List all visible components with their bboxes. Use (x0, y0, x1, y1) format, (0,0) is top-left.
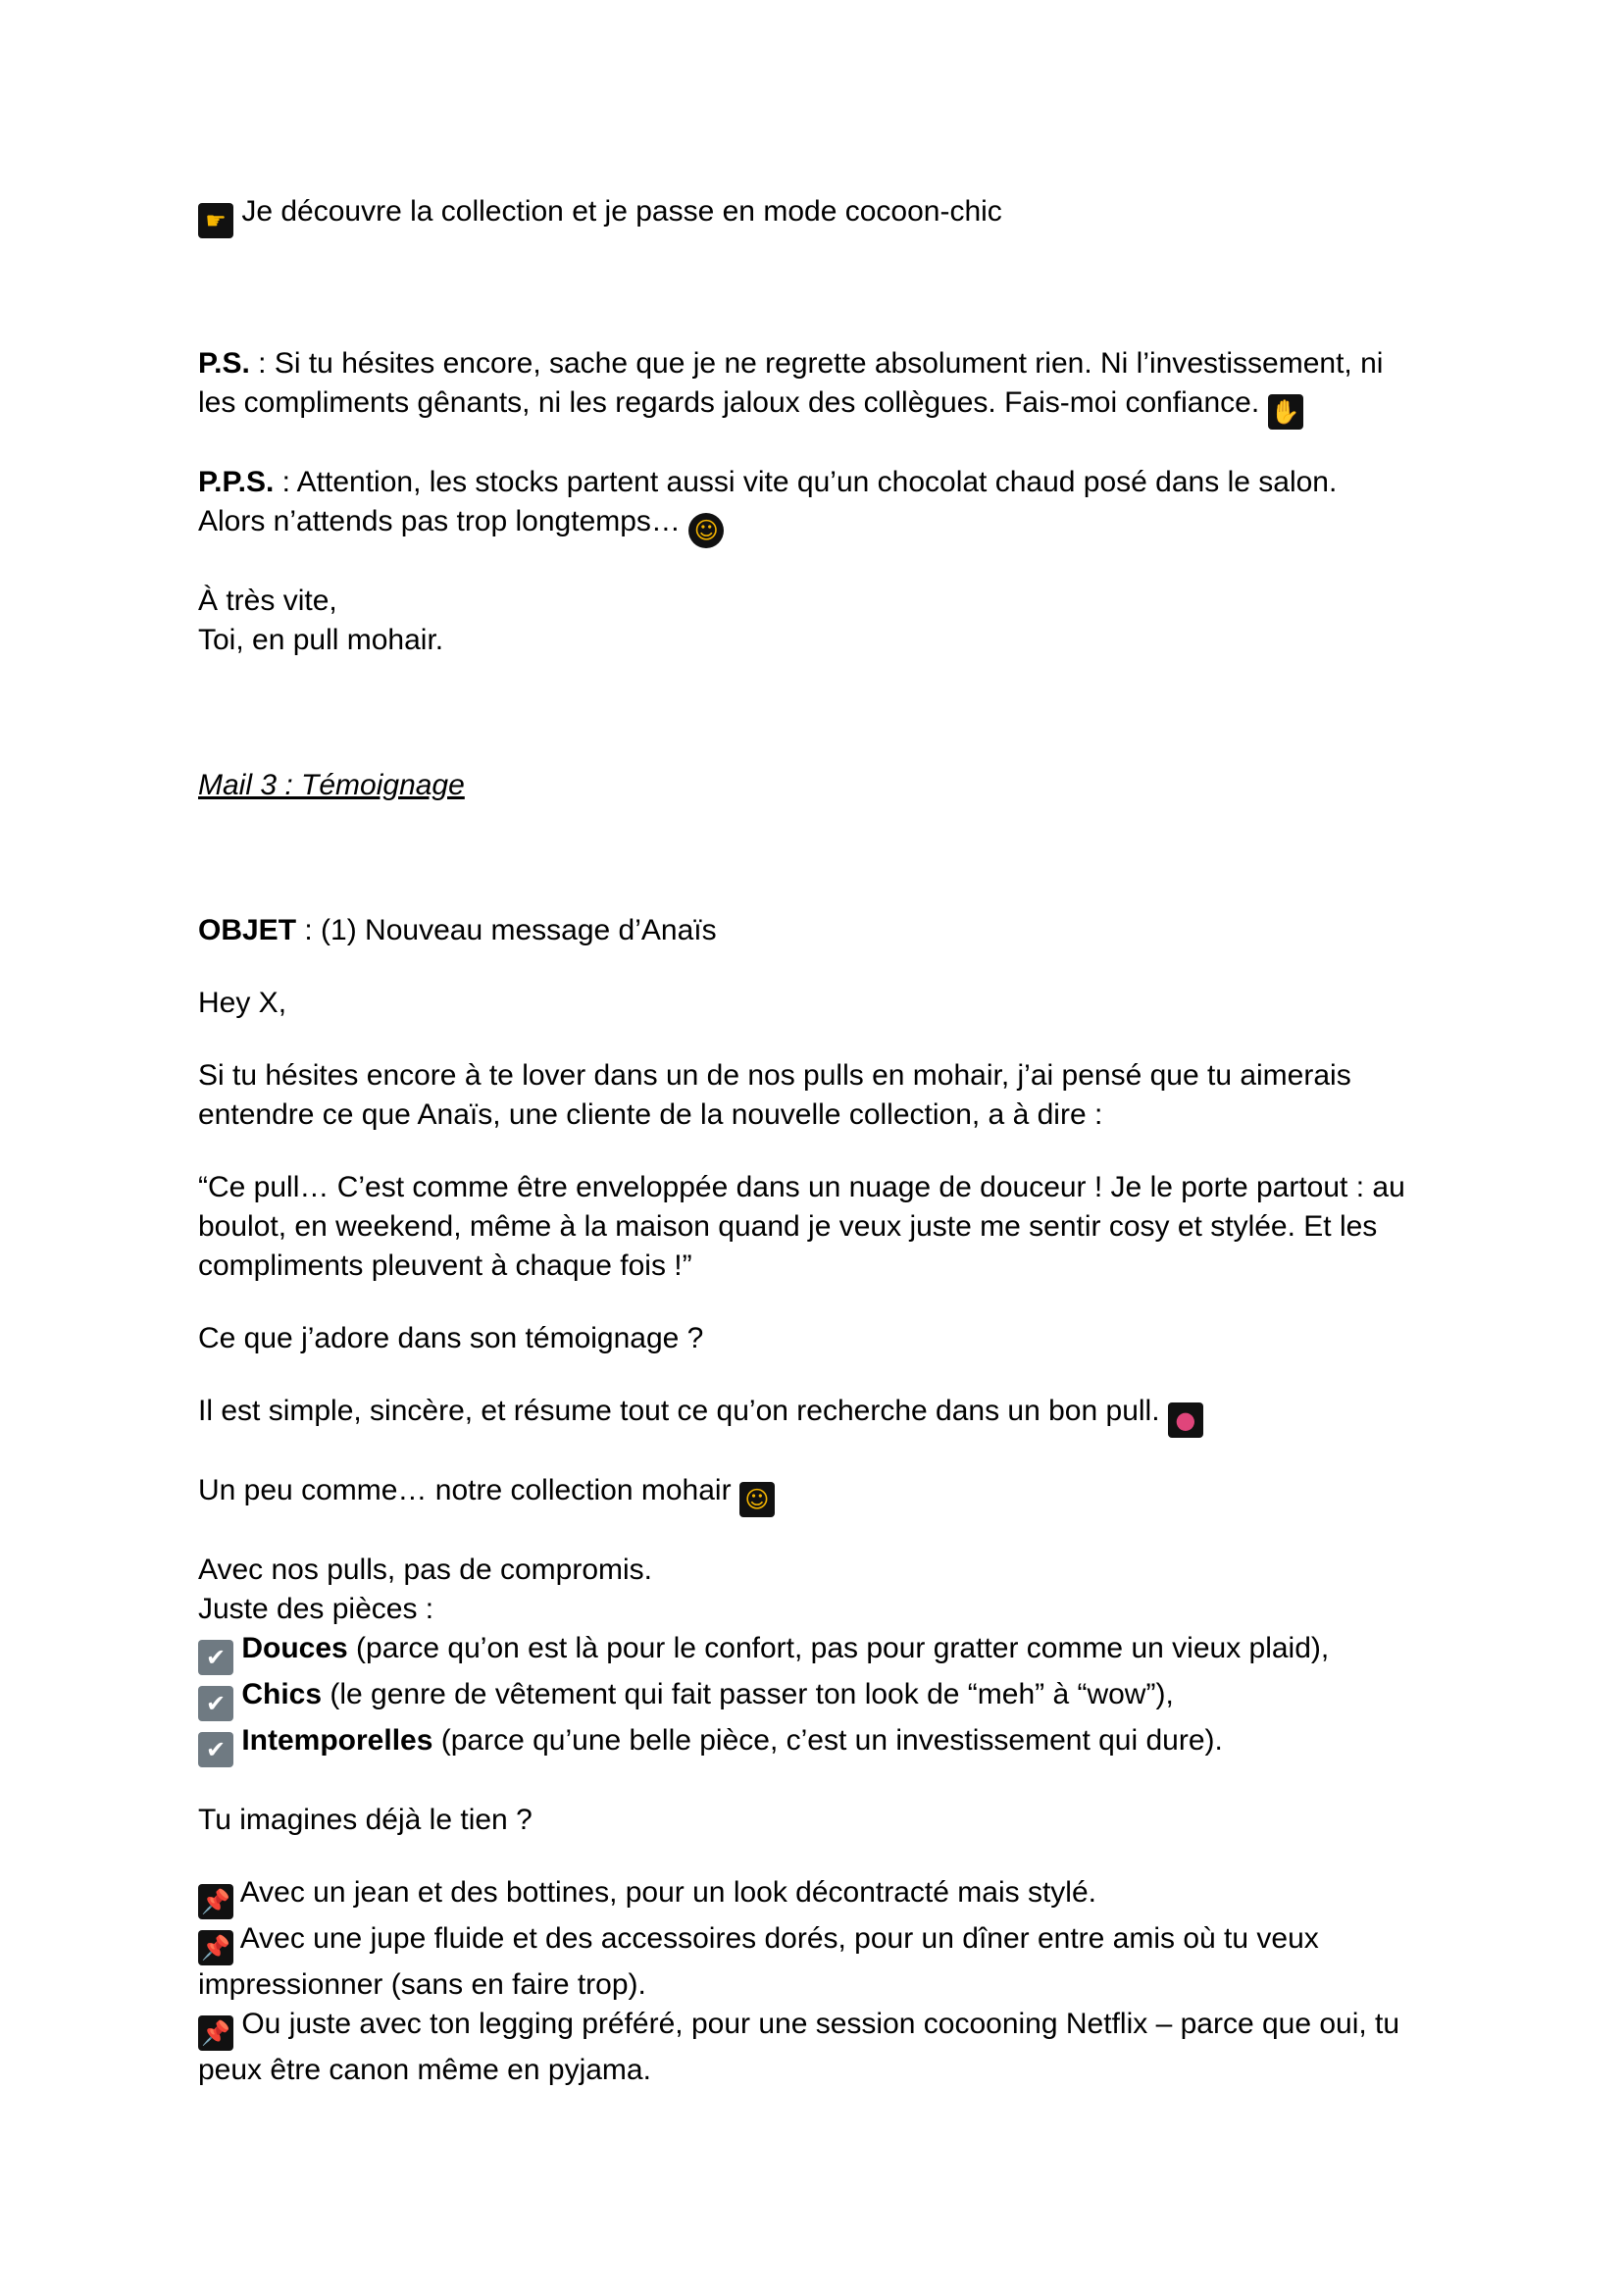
mohair-line (198, 1471, 1463, 1517)
quote-line2: boulot, en weekend, même à la maison quand je veux juste me sentir cosy et stylée. Et les (198, 1210, 1378, 1243)
piece-text: (parce qu’on est là pour le confort, pas pour gratter comme un vieux plaid), (347, 1632, 1330, 1664)
look-text: Avec un jean et des bottines, pour un look décontracté mais stylé. (239, 1876, 1096, 1909)
piece-text: (le genre de vêtement qui fait passer ton look de “meh” à “wow”), (322, 1678, 1174, 1710)
look-continuation: impressionner (sans en faire trop). (198, 1968, 646, 2001)
winking-face-icon: ☺ (688, 513, 724, 548)
ps-paragraph-line2 (198, 383, 1463, 430)
simple-text: Il est simple, sincère, et résume tout ce qu’on recherche dans un bon pull. (198, 1395, 1160, 1427)
document-page (198, 192, 1463, 2090)
pps-line1: : Attention, les stocks partent aussi vite qu’un chocolat chaud posé dans le salon. (274, 466, 1338, 498)
look-text: Ou juste avec ton legging préféré, pour une session cocooning Netflix – parce que oui, tu (241, 2008, 1400, 2040)
intro-line1: Si tu hésites encore à te lover dans un de nos pulls en mohair, j’ai pensé que tu aimerais (198, 1059, 1351, 1092)
quote-line3: compliments pleuvent à chaque fois !” (198, 1249, 692, 1282)
ps-line2: les compliments gênants, ni les regards jaloux des collègues. Fais-moi confiance. (198, 386, 1260, 419)
check-mark-icon: ✔ (198, 1640, 233, 1675)
check-mark-icon: ✔ (198, 1732, 233, 1767)
mohair-text: Un peu comme… notre collection mohair (198, 1474, 732, 1506)
look-continuation: peux être canon même en pyjama. (198, 2054, 651, 2086)
simple-line (198, 1392, 1463, 1438)
pieces-intro: Juste des pièces : (198, 1593, 434, 1625)
pps-label: P.P.S. (198, 466, 275, 498)
mail3-title: Mail 3 : Témoignage (198, 769, 465, 801)
ps-label: P.S. (198, 347, 250, 380)
list-item (198, 1629, 1463, 1675)
list-item (198, 1675, 1463, 1721)
ps-line1: : Si tu hésites encore, sache que je ne regrette absolument rien. Ni l’investissement, ni (249, 347, 1384, 380)
subject-label: OBJET (198, 914, 297, 946)
pushpin-icon: 📌 (198, 1884, 233, 1919)
piece-bold: Chics (241, 1678, 323, 1710)
signoff-line1: À très vite, (198, 585, 337, 617)
list-item (198, 2005, 1463, 2051)
subject-line (198, 911, 1463, 950)
ps-paragraph (198, 344, 1463, 383)
pointing-hand-icon: ☛ (198, 203, 233, 238)
smiling-face-with-halo-icon: ☺ (739, 1482, 775, 1517)
question-line: Ce que j’adore dans son témoignage ? (198, 1322, 704, 1354)
check-mark-icon: ✔ (198, 1686, 233, 1721)
cta-line (198, 192, 1463, 238)
imagine-line: Tu imagines déjà le tien ? (198, 1804, 533, 1836)
list-item (198, 1873, 1463, 1919)
nocompromise-line: Avec nos pulls, pas de compromis. (198, 1554, 652, 1586)
pps-paragraph-line2 (198, 502, 1463, 548)
greeting: Hey X, (198, 987, 287, 1019)
piece-bold: Intemporelles (241, 1724, 433, 1757)
intro-line2: entendre ce que Anaïs, une cliente de la nouvelle collection, a à dire : (198, 1098, 1103, 1131)
quote-line1: “Ce pull… C’est comme être enveloppée dans un nuage de douceur ! Je le porte partout : au (198, 1171, 1405, 1203)
piece-text: (parce qu’une belle pièce, c’est un investissement qui dure). (432, 1724, 1223, 1757)
list-item (198, 1721, 1463, 1767)
yarn-ball-icon: ● (1168, 1402, 1203, 1438)
pushpin-icon: 📌 (198, 2015, 233, 2051)
piece-bold: Douces (241, 1632, 348, 1664)
look-text: Avec une jupe fluide et des accessoires dorés, pour un dîner entre amis où tu veux (239, 1922, 1319, 1955)
pushpin-icon: 📌 (198, 1930, 233, 1965)
pps-line2: Alors n’attends pas trop longtemps… (198, 505, 681, 537)
pps-paragraph (198, 463, 1463, 502)
subject-text: : (1) Nouveau message d’Anaïs (296, 914, 717, 946)
signoff-line2: Toi, en pull mohair. (198, 624, 444, 656)
raised-hands-icon: ✋ (1268, 394, 1303, 430)
list-item (198, 1919, 1463, 1965)
cta-text[interactable]: Je découvre la collection et je passe en mode cocoon-chic (241, 195, 1002, 228)
